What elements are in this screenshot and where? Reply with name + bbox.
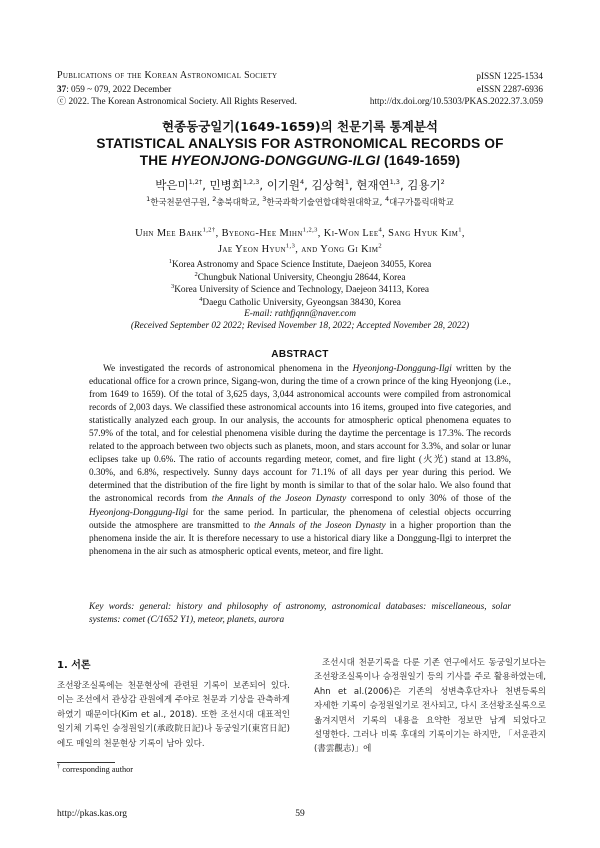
- contact-email[interactable]: E-mail: rathfjqnn@naver.com: [244, 309, 356, 319]
- author-en: Uhn Mee Bahk$^{1,2\dagger}$,: [135, 226, 222, 239]
- eissn: eISSN 2287-6936: [476, 83, 543, 94]
- journal-header-left: [57, 70, 297, 108]
- footnote-text: corresponding author: [62, 765, 134, 774]
- footnote-rule: [57, 762, 115, 763]
- authors-english-line1: [0, 226, 600, 242]
- affil-ko: $^3$한국과학기술연합대학원대학교,: [262, 195, 385, 207]
- author-en: Jae Yeon Hyun$^{1,3}$, and: [217, 242, 321, 255]
- author-en: Yong Gi Kim$^2$: [320, 242, 383, 255]
- authors-english: [0, 226, 600, 258]
- affiliations: [0, 259, 600, 309]
- footnote: [57, 765, 133, 774]
- affil-ko: $^4$대구가톨릭대학교: [384, 195, 454, 207]
- intro-paragraph-right: 조선시대 천문기록을 다룬 기존 연구에서도 동궁일기보다는 조선왕조실록이나 승정원일기 등의 기사를 주로 활용하였는데, Ahn et al.(2006)은 기존의 성변측후단자나 천변등록의 자세한 기록이 승정원일기로 전사되고, 다시 조선왕조실록으로 옮겨지면서 기록의 내용을 요약한 정보만 남게 되었다고 설명한다. 그러나 비록 후대의 기록이기는 하지만, 「서운관지(書雲觀志)」에: [314, 658, 546, 755]
- authors-english-line2: [0, 242, 600, 258]
- title-korean: 현종동궁일기(1649-1659)의 천문기록 통계분석: [161, 119, 439, 134]
- affil-ko: $^2$충북대학교,: [212, 195, 263, 207]
- page-number: 59: [295, 809, 305, 819]
- author-en: Byeong-Hee Mihn$^{1,2,3}$,: [221, 226, 324, 239]
- title-english-line1: STATISTICAL ANALYSIS FOR ASTRONOMICAL RECORDS OF: [96, 136, 504, 151]
- intro-left-column: [57, 656, 290, 751]
- journal-name: Publications of the Korean Astronomical Society: [57, 70, 278, 81]
- author-en: Ki-Won Lee$^4$,: [323, 226, 389, 239]
- affiliation: $^2$Chungbuk National University, Cheongju 28644, Korea: [194, 270, 406, 283]
- pissn: pISSN 1225-1534: [476, 71, 543, 81]
- title-english-line2: THE HYEONJONG-DONGGUNG-ILGI (1649-1659): [139, 153, 461, 168]
- author-en: Sang Hyuk Kim$^1$,: [388, 226, 465, 239]
- author-ko: 민병희$^{1,2,3}$,: [209, 178, 267, 192]
- affiliation: $^3$Korea University of Science and Technology, Daejeon 34113, Korea: [170, 282, 430, 295]
- author-ko: 현재연$^{1,3}$,: [356, 178, 408, 192]
- doi-link[interactable]: http://dx.doi.org/10.5303/PKAS.2022.37.3.059: [369, 96, 543, 106]
- author-ko: 이기원$^4$,: [266, 178, 312, 192]
- affiliations-korean: [0, 196, 600, 208]
- footer-url[interactable]: http://pkas.kas.org: [57, 809, 128, 819]
- abstract-heading: ABSTRACT: [271, 349, 329, 360]
- affiliation: $^4$Daegu Catholic University, Gyeongsan 38430, Korea: [199, 295, 401, 308]
- intro-right-column: [314, 656, 546, 757]
- intro-paragraph-left: 조선왕조실록에는 천문현상에 관련된 기록이 보존되어 있다. 이는 조선에서 관상감 관원에게 주야로 천문과 기상을 관측하게 하였기 때문이다(Kim et al., 2018). 또한 조선시대 대표적인 일기체 기록인 승정원일기(承政院日記)나 동궁일기(東宮日記)에도 매일의 천문현상 기록이 남아 있다.: [57, 681, 290, 749]
- author-ko: 김상혁$^1$,: [311, 178, 357, 192]
- journal-header-right: [370, 70, 543, 108]
- section-heading: 1. 서론: [57, 660, 91, 671]
- pages-date: : 059 ~ 079, 2022 December: [66, 83, 172, 94]
- affil-ko: $^1$한국천문연구원,: [146, 195, 213, 207]
- keywords: Key words: general: history and philosophy of astronomy, astronomical databases: miscellaneous, solar systems: comet (C/1652 Y1), meteor, planets, aurora: [89, 602, 511, 625]
- abstract-body: We investigated the records of astronomical phenomena in the Hyeonjong-Donggung-Ilgi written by the educational office for a crown prince, Sigang-won, during the time of a crown prince of the king Hyeonjong (i.e., from 1649 to 1659). Of the total of 3,625 days, 3,044 astronomical accounts were compiled from astronomical records of 2,003 days. We classified these astronomical accounts into 16 items, grouped into five categories, and statistically analyzed each group. In our analysis, the accounts for atmospheric optical phenomena equates to 57.9% of the total, and for celestial phenomena visible during the daytime the percentage is 17.3%. The records related to the approach between two objects such as planets, moon, and stars account for 3.3%, and solar or lunar eclipses take up 0.6%. The ratio of accounts regarding meteor, comet, and fire light (火光) stand at 13.8%, 0.30%, and 6.8%, respectively. Sunny days account for 71.1% of all days per year during this period. We determined that the distribution of the fire light by month is similar to that of the solar halo. We also found that the astronomical records from the Annals of the Joseon Dynasty correspond to only 30% of those of the Hyeonjong-Donggung-Ilgi for the same period. In particular, the phenomena of celestial objects occurring outside the atmosphere are transmitted to the Annals of the Joseon Dynasty in a higher proportion than the phenomena inside the air. It is therefore necessary to use a historical diary like a Donggung-Ilgi to interpret the phenomena in the air such as atmospheric optical events, meteor, and fire light.: [89, 364, 511, 557]
- author-ko: 김용기$^2$: [407, 178, 445, 192]
- footnote-mark: †: [57, 763, 61, 771]
- volume-number: 37: [57, 83, 67, 94]
- authors-korean: [0, 177, 600, 193]
- copyright: ⓒ 2022. The Korean Astronomical Society. All Rights Reserved.: [57, 96, 297, 106]
- affiliation: $^1$Korea Astronomy and Space Science Institute, Daejeon 34055, Korea: [168, 257, 432, 270]
- volume-pages: [57, 83, 297, 96]
- received-dates: (Received September 02 2022; Revised November 18, 2022; Accepted November 28, 2022): [130, 321, 470, 331]
- paper-title: [0, 119, 600, 169]
- author-ko: 박은미$^{1,2\dagger}$,: [155, 178, 210, 192]
